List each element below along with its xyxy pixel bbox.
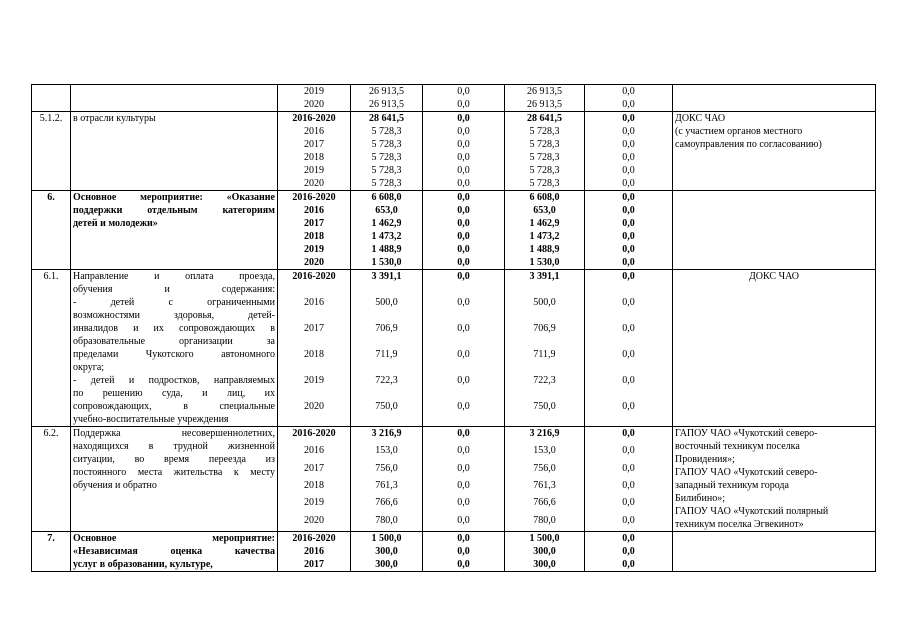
text-line: ГАПОУ ЧАО «Чукотский северо- — [675, 467, 818, 478]
financing-table — [31, 84, 876, 572]
district-cell: 5 728,3 — [505, 164, 585, 177]
responsible-cell: ДОКС ЧАО — [673, 270, 876, 427]
other-cell: 0,0 — [585, 85, 673, 99]
text-line: постоянного места жительства к месту — [73, 467, 275, 478]
total-cell: 761,3 — [351, 479, 423, 496]
other-cell: 0,0 — [585, 427, 673, 445]
row-number-cell: 6.1. — [32, 270, 71, 427]
text-line: сопровождающих, в специальные — [73, 401, 275, 412]
district-cell: 1 530,0 — [505, 256, 585, 270]
total-cell: 3 391,1 — [351, 270, 423, 297]
other-cell: 0,0 — [585, 125, 673, 138]
federal-cell: 0,0 — [423, 296, 505, 322]
federal-cell: 0,0 — [423, 532, 505, 546]
text-line: западный техникум города — [675, 480, 789, 491]
federal-cell: 0,0 — [423, 374, 505, 400]
responsible-cell — [673, 191, 876, 270]
district-cell: 26 913,5 — [505, 98, 585, 112]
district-cell: 1 462,9 — [505, 217, 585, 230]
federal-cell: 0,0 — [423, 514, 505, 532]
text-line: Направление и оплата проезда, — [73, 271, 275, 282]
other-cell: 0,0 — [585, 444, 673, 461]
federal-cell: 0,0 — [423, 191, 505, 205]
district-cell: 706,9 — [505, 322, 585, 348]
district-cell: 26 913,5 — [505, 85, 585, 99]
period-cell: 2019 — [278, 374, 351, 400]
text-line: Основное мероприятие: — [73, 533, 275, 544]
period-cell: 2018 — [278, 230, 351, 243]
period-cell: 2016-2020 — [278, 427, 351, 445]
federal-cell: 0,0 — [423, 164, 505, 177]
federal-cell: 0,0 — [423, 462, 505, 479]
total-cell: 5 728,3 — [351, 164, 423, 177]
total-cell: 1 462,9 — [351, 217, 423, 230]
period-cell: 2017 — [278, 322, 351, 348]
total-cell: 706,9 — [351, 322, 423, 348]
federal-cell: 0,0 — [423, 243, 505, 256]
district-cell: 300,0 — [505, 545, 585, 558]
other-cell: 0,0 — [585, 348, 673, 374]
text-line: техникум поселка Эгвекинот» — [675, 519, 804, 530]
period-cell: 2019 — [278, 496, 351, 513]
period-cell: 2020 — [278, 177, 351, 191]
other-cell: 0,0 — [585, 496, 673, 513]
text-line: обучения и содержания: — [73, 284, 275, 295]
federal-cell: 0,0 — [423, 230, 505, 243]
federal-cell: 0,0 — [423, 545, 505, 558]
period-cell: 2017 — [278, 138, 351, 151]
period-cell: 2018 — [278, 479, 351, 496]
period-cell: 2016 — [278, 545, 351, 558]
text-line: образовательные организации за — [73, 336, 275, 347]
district-cell: 5 728,3 — [505, 138, 585, 151]
row-number-cell: 5.1.2. — [32, 112, 71, 191]
row-number-cell: 7. — [32, 532, 71, 572]
federal-cell: 0,0 — [423, 256, 505, 270]
table-row — [32, 532, 876, 546]
text-line: детей и молодежи» — [73, 218, 158, 229]
period-cell: 2017 — [278, 462, 351, 479]
text-line: учебно-воспитательные учреждения — [73, 414, 229, 425]
period-cell: 2018 — [278, 151, 351, 164]
period-cell: 2016 — [278, 204, 351, 217]
total-cell: 6 608,0 — [351, 191, 423, 205]
total-cell: 28 641,5 — [351, 112, 423, 126]
text-line: самоуправления по согласованию) — [675, 139, 822, 150]
period-cell: 2017 — [278, 217, 351, 230]
district-cell: 711,9 — [505, 348, 585, 374]
total-cell: 153,0 — [351, 444, 423, 461]
text-line: - детей с ограниченными — [73, 297, 275, 308]
name-cell — [71, 85, 278, 112]
row-number-cell — [32, 85, 71, 112]
period-cell: 2016 — [278, 296, 351, 322]
total-cell: 1 500,0 — [351, 532, 423, 546]
federal-cell: 0,0 — [423, 151, 505, 164]
row-number-cell: 6. — [32, 191, 71, 270]
period-cell: 2016-2020 — [278, 112, 351, 126]
district-cell: 153,0 — [505, 444, 585, 461]
other-cell: 0,0 — [585, 558, 673, 572]
federal-cell: 0,0 — [423, 400, 505, 427]
other-cell: 0,0 — [585, 532, 673, 546]
total-cell: 1 488,9 — [351, 243, 423, 256]
district-cell: 3 391,1 — [505, 270, 585, 297]
period-cell: 2016-2020 — [278, 270, 351, 297]
text-line: ситуации, во время переезда из — [73, 454, 275, 465]
federal-cell: 0,0 — [423, 348, 505, 374]
total-cell: 5 728,3 — [351, 177, 423, 191]
period-cell: 2016-2020 — [278, 191, 351, 205]
federal-cell: 0,0 — [423, 270, 505, 297]
district-cell: 3 216,9 — [505, 427, 585, 445]
other-cell: 0,0 — [585, 230, 673, 243]
total-cell: 766,6 — [351, 496, 423, 513]
other-cell: 0,0 — [585, 322, 673, 348]
other-cell: 0,0 — [585, 296, 673, 322]
other-cell: 0,0 — [585, 204, 673, 217]
federal-cell: 0,0 — [423, 444, 505, 461]
other-cell: 0,0 — [585, 243, 673, 256]
district-cell: 653,0 — [505, 204, 585, 217]
other-cell: 0,0 — [585, 374, 673, 400]
period-cell: 2016 — [278, 444, 351, 461]
district-cell: 5 728,3 — [505, 177, 585, 191]
district-cell: 722,3 — [505, 374, 585, 400]
text-line: возможностями здоровья, детей- — [73, 310, 275, 321]
federal-cell: 0,0 — [423, 177, 505, 191]
text-line: по решению суда, и лиц, их — [73, 388, 275, 399]
responsible-cell — [673, 532, 876, 572]
total-cell: 26 913,5 — [351, 98, 423, 112]
total-cell: 750,0 — [351, 400, 423, 427]
period-cell: 2020 — [278, 98, 351, 112]
total-cell: 722,3 — [351, 374, 423, 400]
total-cell: 1 473,2 — [351, 230, 423, 243]
total-cell: 5 728,3 — [351, 138, 423, 151]
district-cell: 1 488,9 — [505, 243, 585, 256]
district-cell: 766,6 — [505, 496, 585, 513]
period-cell: 2020 — [278, 400, 351, 427]
district-cell: 780,0 — [505, 514, 585, 532]
text-line: ГАПОУ ЧАО «Чукотский полярный — [675, 506, 829, 517]
federal-cell: 0,0 — [423, 558, 505, 572]
text-line: округа; — [73, 362, 105, 373]
other-cell: 0,0 — [585, 151, 673, 164]
other-cell: 0,0 — [585, 112, 673, 126]
federal-cell: 0,0 — [423, 138, 505, 151]
text-line: поддержки отдельным категориям — [73, 205, 275, 216]
text-line: ГАПОУ ЧАО «Чукотский северо- — [675, 428, 818, 439]
federal-cell: 0,0 — [423, 217, 505, 230]
table-row — [32, 191, 876, 205]
period-cell: 2020 — [278, 256, 351, 270]
text-line: Поддержка несовершеннолетних, — [73, 428, 275, 439]
table-row — [32, 112, 876, 126]
responsible-cell — [673, 427, 876, 532]
text-line: Провидения»; — [675, 454, 735, 465]
other-cell: 0,0 — [585, 479, 673, 496]
text-line: Билибино»; — [675, 493, 726, 504]
federal-cell: 0,0 — [423, 479, 505, 496]
total-cell: 300,0 — [351, 558, 423, 572]
district-cell: 6 608,0 — [505, 191, 585, 205]
other-cell: 0,0 — [585, 514, 673, 532]
responsible-cell — [673, 112, 876, 191]
federal-cell: 0,0 — [423, 322, 505, 348]
total-cell: 780,0 — [351, 514, 423, 532]
period-cell: 2016 — [278, 125, 351, 138]
name-cell — [71, 191, 278, 270]
text-line: восточный техникум поселка — [675, 441, 800, 452]
text-line: - детей и подростков, направляемых — [73, 375, 275, 386]
text-line: пределами Чукотского автономного — [73, 349, 275, 360]
text-line: инвалидов и их сопровождающих в — [73, 323, 275, 334]
table-body — [32, 85, 876, 572]
table-row — [32, 85, 876, 99]
other-cell: 0,0 — [585, 270, 673, 297]
text-line: (с участием органов местного — [675, 126, 803, 137]
text-line: услуг в образовании, культуре, — [73, 559, 213, 570]
responsible-cell — [673, 85, 876, 112]
text-line: обучения и обратно — [73, 480, 157, 491]
other-cell: 0,0 — [585, 217, 673, 230]
name-cell — [71, 270, 278, 427]
period-cell: 2019 — [278, 85, 351, 99]
district-cell: 5 728,3 — [505, 151, 585, 164]
other-cell: 0,0 — [585, 177, 673, 191]
federal-cell: 0,0 — [423, 85, 505, 99]
text-line: находящихся в трудной жизненной — [73, 441, 275, 452]
total-cell: 711,9 — [351, 348, 423, 374]
period-cell: 2019 — [278, 243, 351, 256]
other-cell: 0,0 — [585, 462, 673, 479]
other-cell: 0,0 — [585, 164, 673, 177]
total-cell: 3 216,9 — [351, 427, 423, 445]
total-cell: 5 728,3 — [351, 125, 423, 138]
district-cell: 300,0 — [505, 558, 585, 572]
table-row — [32, 427, 876, 445]
total-cell: 756,0 — [351, 462, 423, 479]
table-row — [32, 270, 876, 297]
text-line: Основное мероприятие: «Оказание — [73, 192, 275, 203]
district-cell: 1 473,2 — [505, 230, 585, 243]
other-cell: 0,0 — [585, 400, 673, 427]
district-cell: 761,3 — [505, 479, 585, 496]
total-cell: 300,0 — [351, 545, 423, 558]
name-cell — [71, 427, 278, 532]
total-cell: 5 728,3 — [351, 151, 423, 164]
federal-cell: 0,0 — [423, 496, 505, 513]
other-cell: 0,0 — [585, 138, 673, 151]
text-line: ДОКС ЧАО — [675, 113, 726, 124]
text-line: «Независимая оценка качества — [73, 546, 275, 557]
federal-cell: 0,0 — [423, 204, 505, 217]
other-cell: 0,0 — [585, 191, 673, 205]
name-cell — [71, 532, 278, 572]
district-cell: 1 500,0 — [505, 532, 585, 546]
district-cell: 5 728,3 — [505, 125, 585, 138]
total-cell: 653,0 — [351, 204, 423, 217]
other-cell: 0,0 — [585, 256, 673, 270]
federal-cell: 0,0 — [423, 112, 505, 126]
other-cell: 0,0 — [585, 545, 673, 558]
total-cell: 1 530,0 — [351, 256, 423, 270]
name-cell: в отрасли культуры — [71, 112, 278, 191]
period-cell: 2020 — [278, 514, 351, 532]
row-number-cell: 6.2. — [32, 427, 71, 532]
district-cell: 750,0 — [505, 400, 585, 427]
federal-cell: 0,0 — [423, 427, 505, 445]
total-cell: 26 913,5 — [351, 85, 423, 99]
period-cell: 2019 — [278, 164, 351, 177]
federal-cell: 0,0 — [423, 125, 505, 138]
period-cell: 2017 — [278, 558, 351, 572]
period-cell: 2018 — [278, 348, 351, 374]
federal-cell: 0,0 — [423, 98, 505, 112]
district-cell: 500,0 — [505, 296, 585, 322]
district-cell: 28 641,5 — [505, 112, 585, 126]
district-cell: 756,0 — [505, 462, 585, 479]
other-cell: 0,0 — [585, 98, 673, 112]
total-cell: 500,0 — [351, 296, 423, 322]
period-cell: 2016-2020 — [278, 532, 351, 546]
